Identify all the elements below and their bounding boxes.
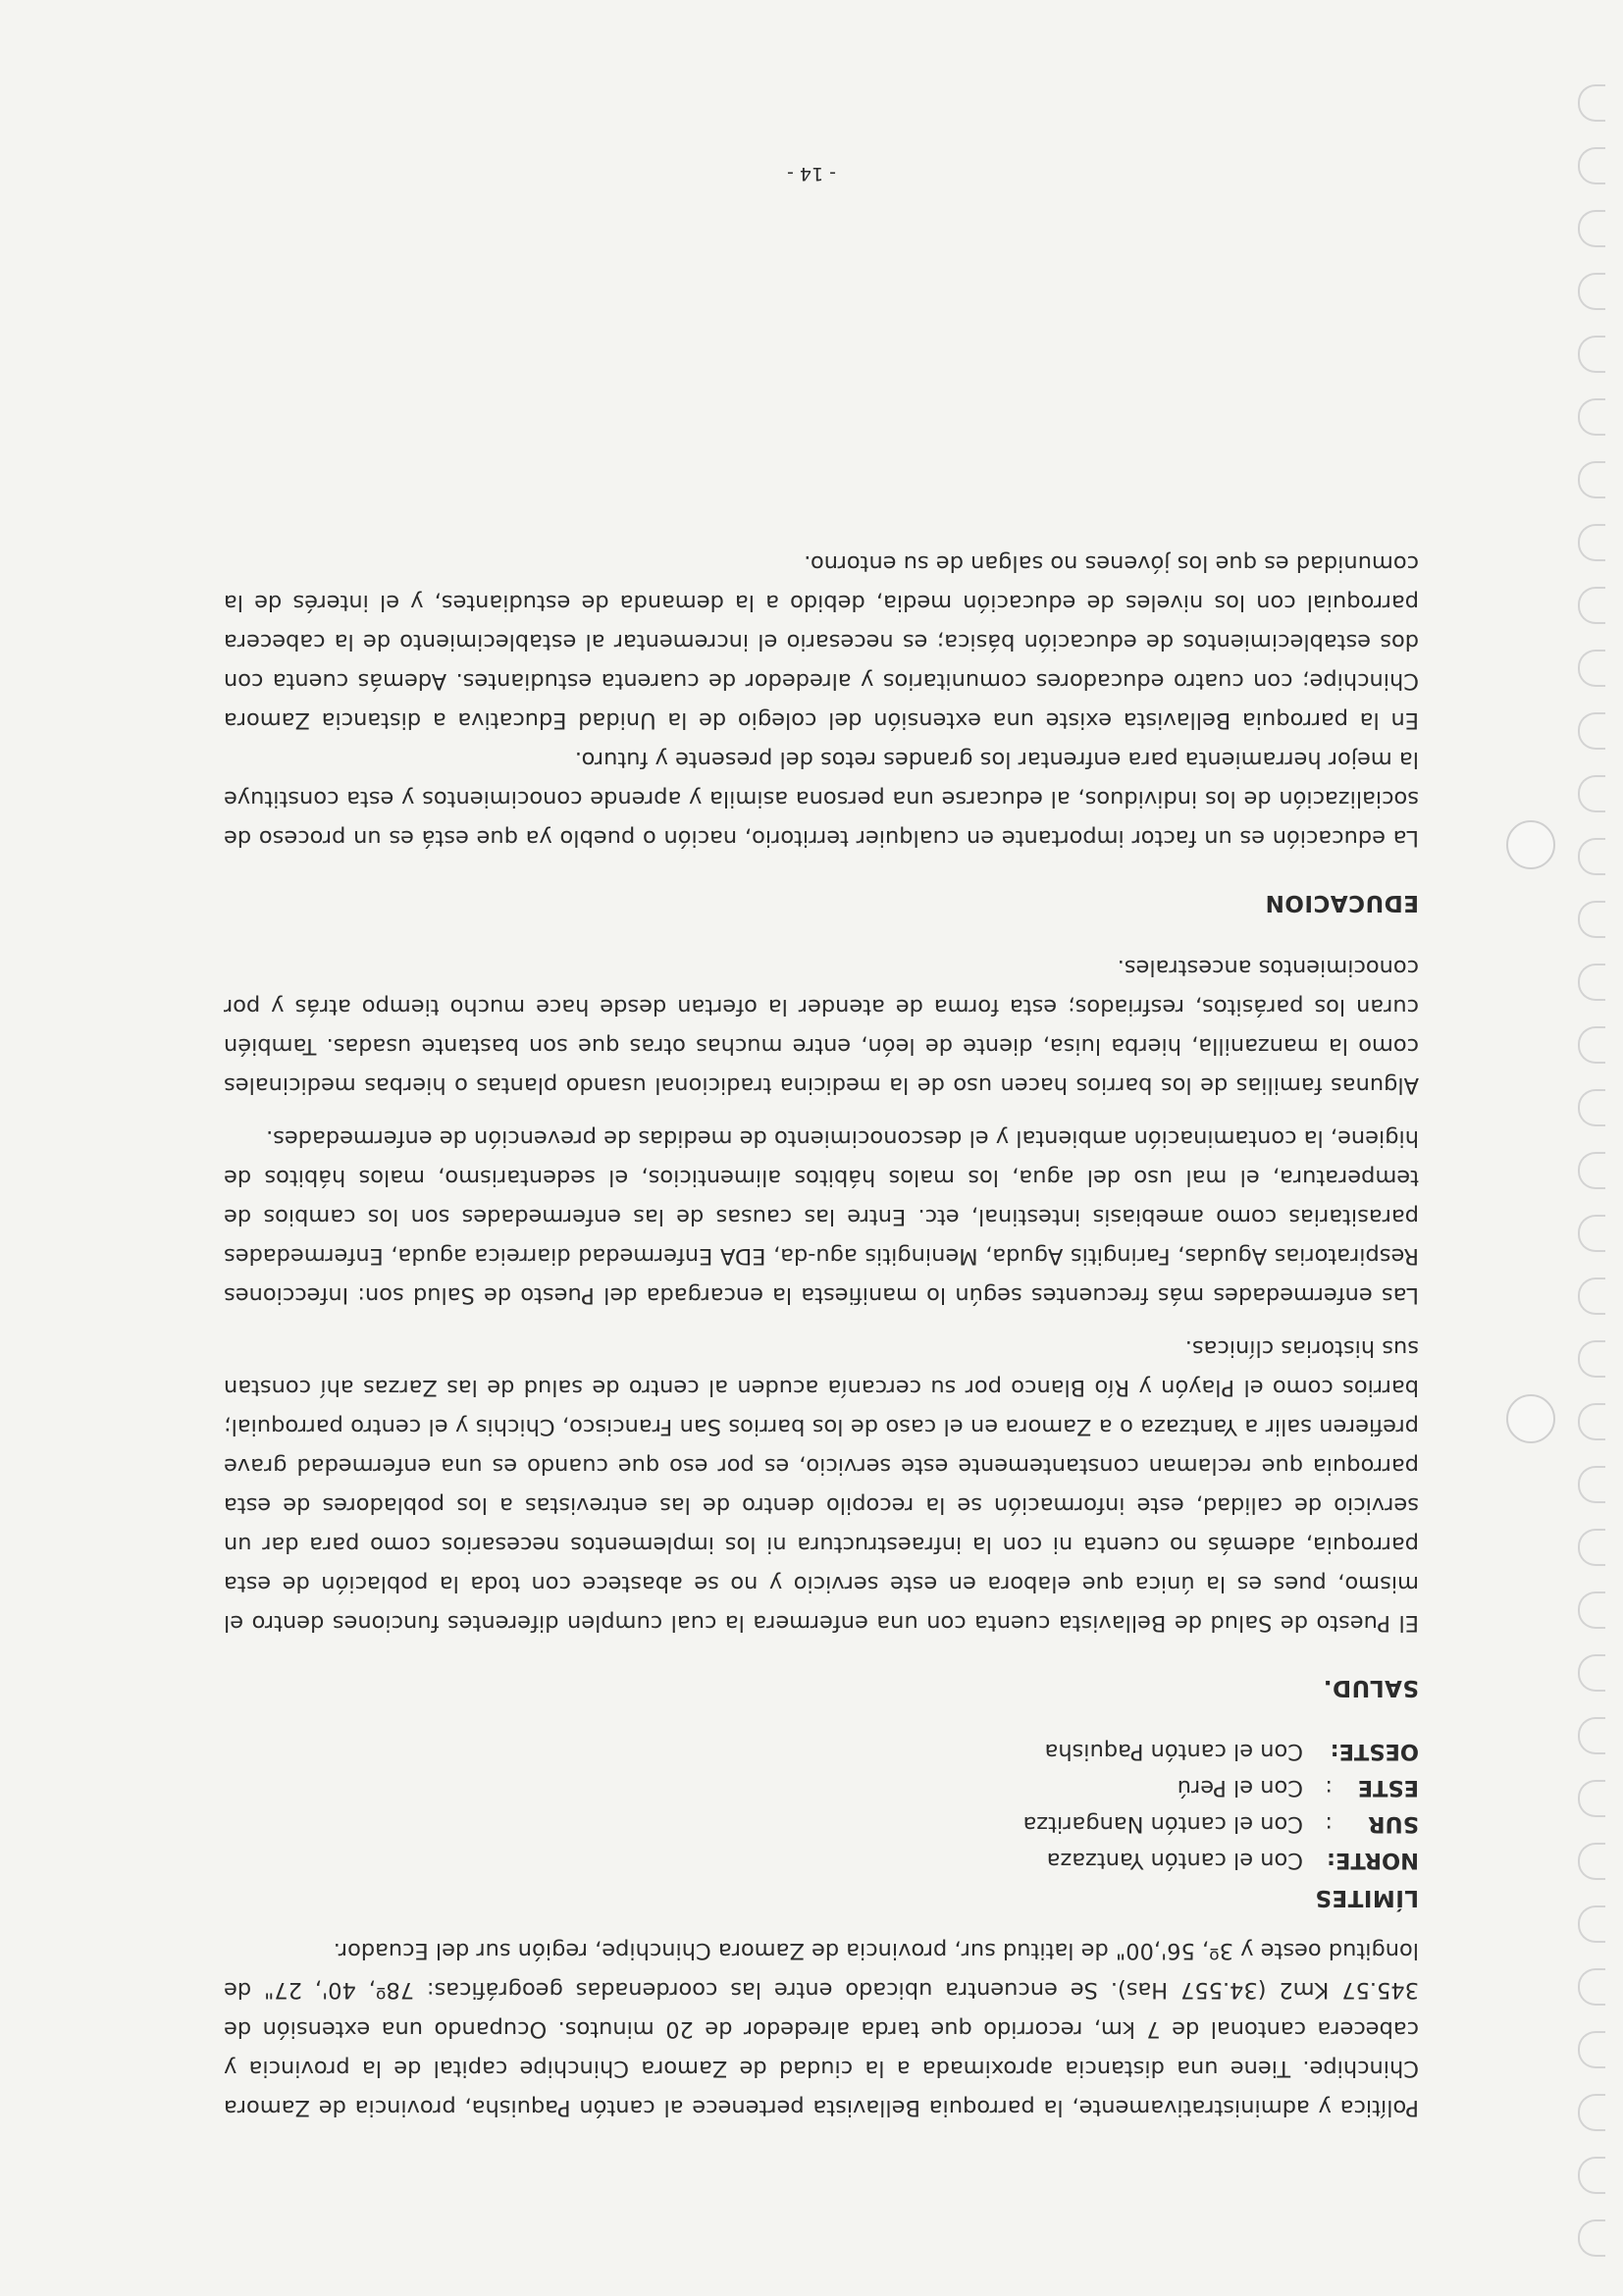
binder-hole <box>1578 1592 1605 1629</box>
binder-hole <box>1578 84 1605 122</box>
limit-key: NORTE: <box>1327 1848 1419 1873</box>
limit-row-west <box>224 1733 1419 1769</box>
binder-hole <box>1578 1089 1605 1126</box>
binder-hole <box>1578 712 1605 750</box>
health-heading: SALUD. <box>1323 1675 1419 1700</box>
binder-hole <box>1578 336 1605 373</box>
binder-hole <box>1578 650 1605 687</box>
page-number: - 14 - <box>787 163 836 184</box>
binder-hole <box>1578 2157 1605 2194</box>
binder-hole <box>1578 1905 1605 1943</box>
health-paragraph-2: Las enfermedades más frecuentes según lo manifiesta la encargada del Puesto de Salud son: Infecciones Respiratorias Agudas, Faringitis Aguda, Meningitis agu-da, EDA Enfermedad diarreica aguda, Enfermedades parasitarias como amebiasis intestinal, etc. Entre las causas de las enfermedades son los cambios de temperatura, el mal uso del agua, los malos hábitos alimenticios, el sedentarismo, malos hábitos de higiene, la contaminación ambiental y el desconocimiento de medidas de prevención de enfermedades. <box>224 1125 1419 1308</box>
binder-hole <box>1578 1843 1605 1880</box>
punch-hole <box>1506 1394 1555 1443</box>
binder-hole <box>1578 901 1605 938</box>
limit-key: SUR <box>1368 1811 1419 1837</box>
binder-hole <box>1578 964 1605 1001</box>
binder-hole <box>1578 1529 1605 1566</box>
limit-value: Con el cantón Yantzaza <box>1046 1848 1303 1873</box>
limit-colon <box>1303 1733 1333 1769</box>
document-body <box>224 544 1419 2127</box>
limits-heading: LÍMITES <box>1314 1885 1419 1910</box>
limit-colon <box>1303 1842 1333 1878</box>
binder-hole <box>1578 1717 1605 1754</box>
binder-hole <box>1578 1780 1605 1817</box>
education-heading: EDUCACION <box>1265 890 1419 915</box>
binder-hole <box>1578 1026 1605 1064</box>
binder-hole <box>1578 1466 1605 1503</box>
binder-hole <box>1578 1403 1605 1440</box>
binder-hole <box>1578 838 1605 875</box>
binder-holes <box>1574 39 1613 2257</box>
limit-row-south <box>224 1805 1419 1842</box>
limit-value: Con el cantón Paquisha <box>1044 1739 1303 1764</box>
binder-hole <box>1578 1278 1605 1315</box>
binder-hole <box>1578 273 1605 310</box>
limit-row-north <box>224 1842 1419 1878</box>
limit-value: Con el Perú <box>1177 1775 1303 1800</box>
binder-hole <box>1578 1968 1605 2006</box>
binder-hole <box>1578 587 1605 624</box>
limit-key: OESTE: <box>1330 1739 1419 1764</box>
limit-colon: : <box>1325 1775 1333 1800</box>
health-paragraph-1: El Puesto de Salud de Bellavista cuenta con una enfermera la cual cumplen diferentes funciones dentro el mismo, pues es la única que elabora en este servicio y no se abastece con toda la población de esta parroquia, además no cuenta ni con la infraestructura ni los implementos necesarios como para dar un servicio de calidad, este información se la recopilo dentro de las entrevistas a los pobladores de esta parroquia que reclaman constantemente este servicio, es por eso que cuando es una enfermedad grave prefieren salir a Yantzaza o a Zamora en el caso de los barrios San Francisco, Chichis y el centro parroquial; barrios como el Playón y Río Blanco por su cercanía acuden al centro de salud de las Zarzas ahí constan sus historias clínicas. <box>224 1335 1419 1636</box>
intro-paragraph: Política y administrativamente, la parroquia Bellavista pertenece al cantón Paquisha, provincia de Zamora Chinchipe. Tiene una distancia aproximada a la ciudad de Zamora Chinchipe capital de la provincia y cabecera cantonal de 7 km, recorrido que tarda alrededor de 20 minutos. Ocupando una extensión de 345.57 Km2 (34.557 Has). Se encuentra ubicado entre las coordenadas geográficas: 78º, 40', 27" de longitud oeste y 3º, 56',00" de latitud sur, provincia de Zamora Chinchipe, región sur del Ecuador. <box>224 1938 1419 2120</box>
binder-hole <box>1578 398 1605 436</box>
binder-hole <box>1578 775 1605 812</box>
punch-hole <box>1506 820 1555 869</box>
education-paragraph-1: La educación es un factor importante en cualquier territorio, nación o pueblo ya que está es un proceso de socialización de los individuos, al educarse una persona asimila y aprende conocimientos y esta constituye la mejor herramienta para enfrentar los grandes retos del presente y futuro. <box>224 747 1419 851</box>
binder-hole <box>1578 524 1605 561</box>
education-paragraph-2: En la parroquia Bellavista existe una extensión del colegio de la Unidad Educativa a distancia Zamora Chinchipe; con cuatro educadores comunitarios y alrededor de cuarenta estudiantes. Además cuenta con dos establecimientos de educación básica; es necesario el incrementar al establecimiento de la cabecera parroquial con los niveles de educación media, debido a la demanda de estudiantes, y el interés de la comunidad es que los jóvenes no salgan de su entorno. <box>224 550 1419 733</box>
binder-hole <box>1578 1152 1605 1189</box>
binder-hole <box>1578 210 1605 247</box>
binder-hole <box>1578 2219 1605 2257</box>
binder-hole <box>1578 1215 1605 1252</box>
limit-value: Con el cantón Nangaritza <box>1022 1811 1303 1837</box>
limit-key: ESTE <box>1357 1775 1419 1800</box>
binder-hole <box>1578 1654 1605 1692</box>
limit-colon: : <box>1325 1811 1333 1837</box>
binder-hole <box>1578 461 1605 498</box>
binder-hole <box>1578 2094 1605 2131</box>
limit-row-east <box>224 1769 1419 1805</box>
limits-section <box>224 1733 1419 1917</box>
health-paragraph-3: Algunas familias de los barrios hacen uso de la medicina tradicional usando plantas o hierbas medicinales como la manzanilla, hierba luisa, diente de león, entre muchas otras que son bastante usadas. También curan los parásitos, resfriados; esta forma de atender la ofertan desde hace mucho tiempo atrás y por conocimientos ancestrales. <box>224 955 1419 1098</box>
binder-hole <box>1578 2031 1605 2068</box>
binder-hole <box>1578 1340 1605 1378</box>
